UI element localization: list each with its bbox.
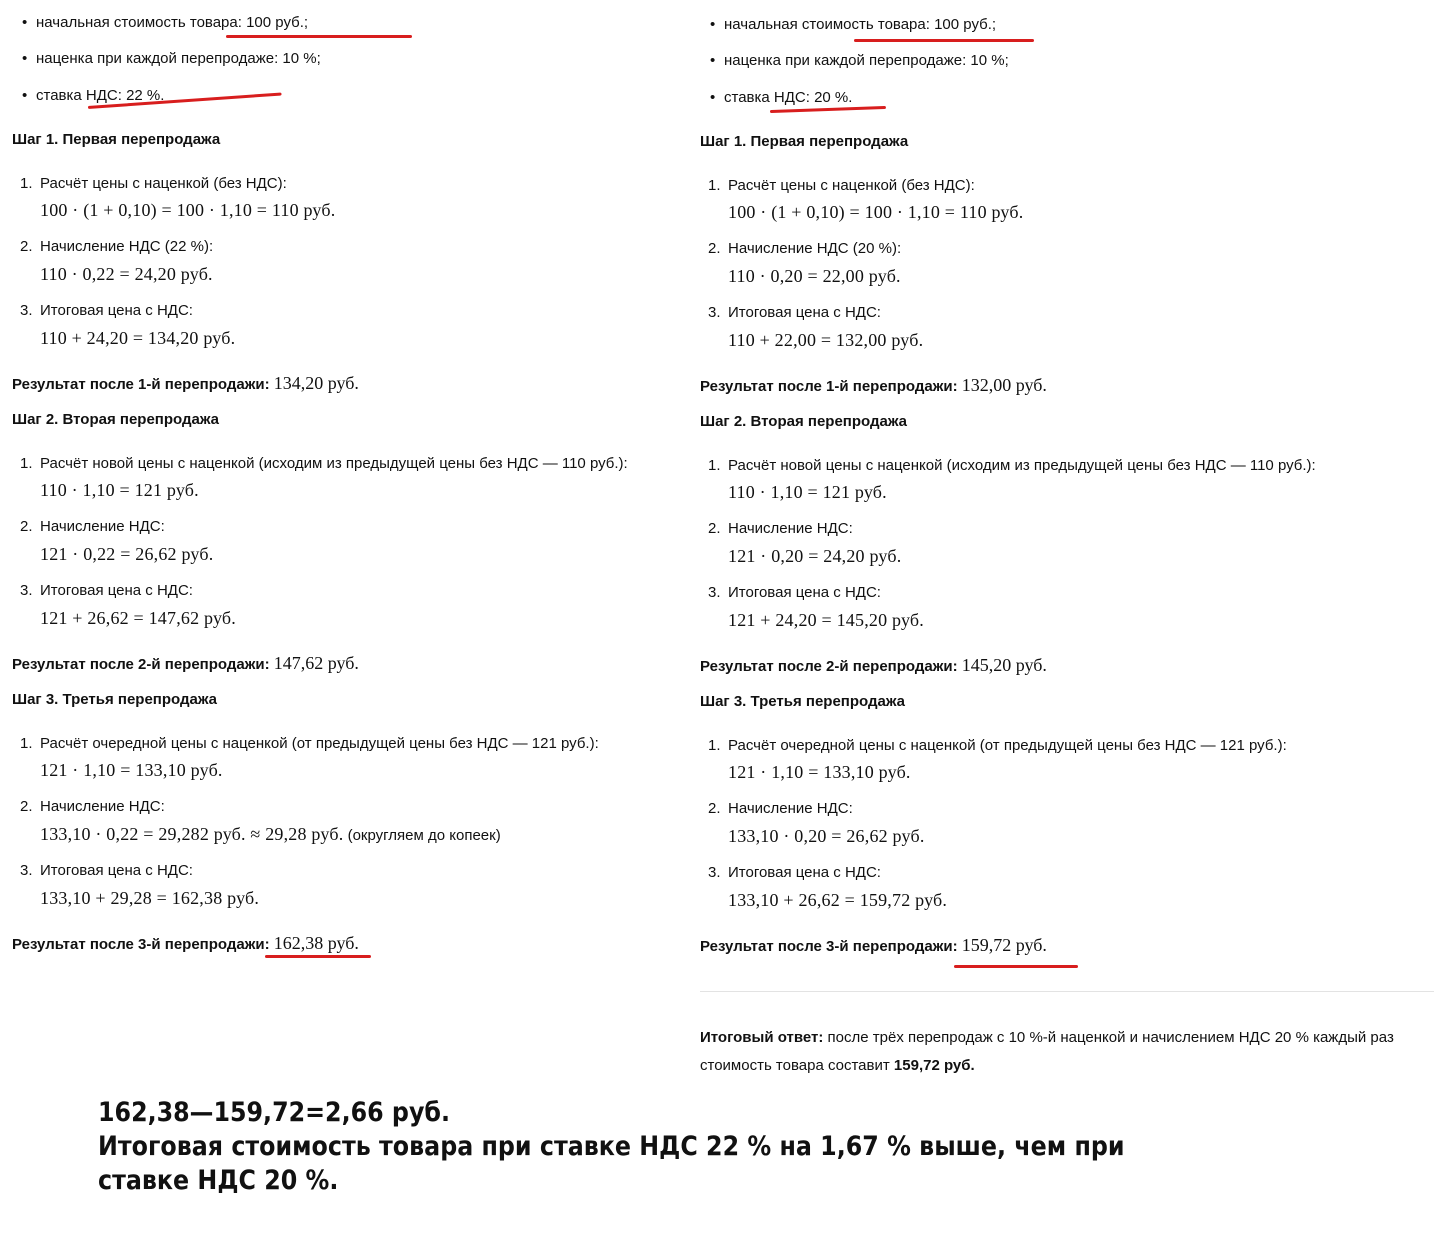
step-3-title: Шаг 3. Третья перепродажа — [700, 693, 906, 710]
math-formula: 110 + 22,00 = 132,00 руб. — [728, 330, 924, 350]
red-underline — [226, 35, 412, 38]
result-value: 134,20 руб. — [273, 373, 359, 393]
red-underline — [265, 955, 371, 958]
result-value: 147,62 руб. — [273, 653, 359, 673]
item-label: Начисление НДС: — [728, 800, 853, 817]
list-number: 2. — [708, 240, 721, 257]
red-underline — [954, 965, 1078, 968]
step-2-result — [700, 655, 1047, 676]
result-value: 162,38 руб. — [273, 933, 359, 953]
math-formula: 121 + 26,62 = 147,62 руб. — [40, 608, 236, 628]
bullet-markup: • наценка при каждой перепродаже: 10 %; — [36, 50, 321, 67]
math-formula: 133,10 + 26,62 = 159,72 руб. — [728, 890, 948, 910]
step-1-result — [12, 373, 359, 394]
list-number: 3. — [708, 864, 721, 881]
answer-label: Итоговый ответ: — [700, 1029, 824, 1046]
red-underline — [854, 39, 1034, 42]
item-label: Расчёт новой цены с наценкой (исходим из предыдущей цены без НДС — 110 руб.): — [40, 455, 628, 472]
list-number: 1. — [20, 735, 33, 752]
bullet-markup: • наценка при каждой перепродаже: 10 %; — [724, 52, 1009, 69]
step-2-title: Шаг 2. Вторая перепродажа — [700, 413, 907, 430]
result-value: 145,20 руб. — [961, 655, 1047, 675]
item-label: Начисление НДС: — [40, 518, 165, 535]
step-1-result — [700, 375, 1047, 396]
math-formula: 121 · 1,10 = 133,10 руб. — [40, 760, 223, 780]
conclusion-line: Итоговая стоимость товара при ставке НДС 22 % на 1,67 % выше, чем при — [98, 1131, 1125, 1162]
item-label: Начисление НДС: — [728, 520, 853, 537]
result-label: Результат после 1-й перепродажи: — [12, 376, 270, 393]
answer-text-2: стоимость товара составит — [700, 1057, 890, 1074]
item-label: Итоговая цена с НДС: — [728, 304, 881, 321]
final-answer-line1 — [700, 1029, 1394, 1046]
answer-text: после трёх перепродаж с 10 %-й наценкой и начислением НДС 20 % каждый раз — [827, 1029, 1394, 1046]
conclusion-line: ставке НДС 20 %. — [98, 1165, 339, 1196]
list-number: 1. — [20, 455, 33, 472]
item-label: Итоговая цена с НДС: — [728, 864, 881, 881]
math-formula: 110 · 0,20 = 22,00 руб. — [728, 266, 901, 286]
item-label: Расчёт цены с наценкой (без НДС): — [728, 177, 975, 194]
result-label: Результат после 3-й перепродажи: — [700, 938, 958, 955]
list-number: 3. — [20, 582, 33, 599]
math-formula: 110 · 1,10 = 121 руб. — [728, 482, 887, 502]
result-value: 132,00 руб. — [961, 375, 1047, 395]
list-number: 3. — [708, 584, 721, 601]
math-formula: 121 + 24,20 = 145,20 руб. — [728, 610, 924, 630]
list-number: 3. — [20, 862, 33, 879]
bullet-vat-rate: • ставка НДС: 22 %. — [36, 87, 164, 104]
step-2-title: Шаг 2. Вторая перепродажа — [12, 411, 219, 428]
item-label: Начисление НДС: — [40, 798, 165, 815]
math-formula: 121 · 0,22 = 26,62 руб. — [40, 544, 214, 564]
list-number: 2. — [20, 518, 33, 535]
list-number: 1. — [708, 457, 721, 474]
item-label: Итоговая цена с НДС: — [728, 584, 881, 601]
item-label: Итоговая цена с НДС: — [40, 302, 193, 319]
math-formula: 133,10 · 0,22 = 29,282 руб. ≈ 29,28 руб. — [40, 824, 344, 844]
step-2-result — [12, 653, 359, 674]
math-formula: 100 · (1 + 0,10) = 100 · 1,10 = 110 руб. — [40, 200, 336, 220]
bullet-initial-cost: • начальная стоимость товара: 100 руб.; — [36, 14, 308, 31]
result-label: Результат после 2-й перепродажи: — [700, 658, 958, 675]
step-3-result — [12, 933, 359, 954]
item-label: Расчёт очередной цены с наценкой (от предыдущей цены без НДС — 121 руб.): — [40, 735, 599, 752]
step-3-title: Шаг 3. Третья перепродажа — [12, 691, 218, 708]
item-label: Расчёт очередной цены с наценкой (от предыдущей цены без НДС — 121 руб.): — [728, 737, 1287, 754]
item-label: Расчёт цены с наценкой (без НДС): — [40, 175, 287, 192]
math-formula: 110 · 1,10 = 121 руб. — [40, 480, 199, 500]
conclusion — [98, 1096, 1125, 1198]
list-number: 1. — [20, 175, 33, 192]
list-number: 2. — [20, 238, 33, 255]
item-label: Расчёт новой цены с наценкой (исходим из предыдущей цены без НДС — 110 руб.): — [728, 457, 1316, 474]
math-formula: 121 · 0,20 = 24,20 руб. — [728, 546, 902, 566]
result-value: 159,72 руб. — [961, 935, 1047, 955]
math-row — [40, 824, 501, 845]
item-label: Итоговая цена с НДС: — [40, 862, 193, 879]
math-formula: 100 · (1 + 0,10) = 100 · 1,10 = 110 руб. — [728, 202, 1024, 222]
bullet-vat-rate: • ставка НДС: 20 %. — [724, 89, 852, 106]
math-formula: 110 + 24,20 = 134,20 руб. — [40, 328, 236, 348]
list-number: 1. — [708, 177, 721, 194]
result-label: Результат после 1-й перепродажи: — [700, 378, 958, 395]
list-number: 1. — [708, 737, 721, 754]
list-number: 3. — [708, 304, 721, 321]
result-label: Результат после 3-й перепродажи: — [12, 936, 270, 953]
red-underline — [770, 106, 886, 113]
final-answer-line2 — [700, 1057, 975, 1074]
result-label: Результат после 2-й перепродажи: — [12, 656, 270, 673]
step-1-title: Шаг 1. Первая перепродажа — [12, 131, 221, 148]
step-1-title: Шаг 1. Первая перепродажа — [700, 133, 909, 150]
list-number: 2. — [708, 800, 721, 817]
difference-line: 162,38—159,72=2,66 руб. — [98, 1097, 451, 1128]
math-formula: 133,10 + 29,28 = 162,38 руб. — [40, 888, 260, 908]
bullet-initial-cost: • начальная стоимость товара: 100 руб.; — [724, 16, 996, 33]
answer-value: 159,72 руб. — [893, 1057, 975, 1074]
list-number: 2. — [708, 520, 721, 537]
math-formula: 121 · 1,10 = 133,10 руб. — [728, 762, 911, 782]
math-formula: 133,10 · 0,20 = 26,62 руб. — [728, 826, 925, 846]
rounding-note: (округляем до копеек) — [347, 827, 501, 844]
item-label: Начисление НДС (22 %): — [40, 238, 214, 255]
item-label: Итоговая цена с НДС: — [40, 582, 193, 599]
step-3-result — [700, 935, 1047, 956]
divider — [700, 991, 1434, 992]
item-label: Начисление НДС (20 %): — [728, 240, 902, 257]
list-number: 3. — [20, 302, 33, 319]
list-number: 2. — [20, 798, 33, 815]
math-formula: 110 · 0,22 = 24,20 руб. — [40, 264, 213, 284]
